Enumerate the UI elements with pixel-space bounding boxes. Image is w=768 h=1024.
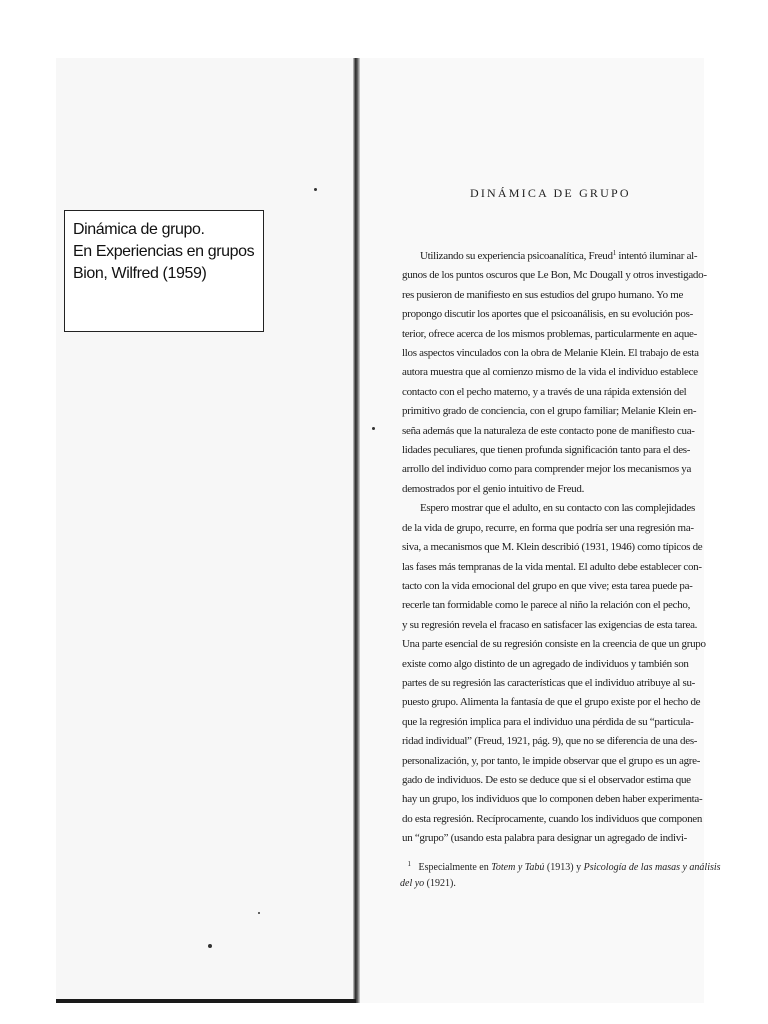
text-line: partes de su regresión las características que el individuo atribuye al su- bbox=[402, 676, 696, 689]
text-line: ridad individual” (Freud, 1921, pág. 9), que no se diferencia de una des- bbox=[402, 735, 698, 748]
text-line: que la regresión implica para el individuo una pérdida de su “particula- bbox=[402, 715, 694, 728]
text-line: un “grupo” (usando esta palabra para designar un agregado de indivi- bbox=[402, 832, 688, 845]
text-line: las fases más tempranas de la vida mental. El adulto debe establecer con- bbox=[402, 560, 702, 573]
text-line: hay un grupo, los individuos que lo componen deben haber experimenta- bbox=[402, 793, 703, 806]
text-line: gunos de los puntos oscuros que Le Bon, Mc Dougall y otros investigado- bbox=[402, 269, 707, 282]
book-spine-shadow bbox=[353, 58, 360, 1003]
text-line: gado de individuos. De esto se deduce que si el observador estima que bbox=[402, 773, 691, 786]
text-line: de la vida de grupo, recurre, en forma que podría ser una regresión ma- bbox=[402, 521, 694, 534]
text-line: recerle tan formidable como le parece al niño la relación con el pecho, bbox=[402, 599, 691, 612]
citation-box bbox=[64, 210, 264, 332]
text-line: terior, ofrece acerca de los mismos problemas, particularmente en aque- bbox=[402, 327, 697, 340]
scan-speck bbox=[258, 912, 260, 914]
footnote-marker: 1 bbox=[407, 860, 411, 868]
text-line: y su regresión revela el fracaso en satisfacer las exigencias de esta tarea. bbox=[402, 618, 698, 631]
text-line: lidades peculiares, que tienen profunda significación tanto para el des- bbox=[402, 444, 691, 457]
text-line: Utilizando su experiencia psicoanalítica, Freud$^1$ intentó iluminar al- bbox=[420, 249, 698, 262]
citation-author: Bion, Wilfred (1959) bbox=[73, 265, 207, 282]
scan-speck bbox=[314, 188, 317, 191]
text-line: do esta regresión. Recíprocamente, cuando los individuos que componen bbox=[402, 812, 703, 825]
scan-speck bbox=[372, 427, 375, 430]
footnote-line: del yo (1921). bbox=[400, 878, 456, 889]
text-line: personalización, y, por tanto, le impide observar que el grupo es un agre- bbox=[402, 754, 701, 767]
text-line: demostrados por el genio intuitivo de Freud. bbox=[402, 482, 585, 495]
citation-source: En Experiencias en grupos bbox=[73, 243, 255, 260]
text-line: res pusieron de manifiesto en sus estudios del grupo humano. Yo me bbox=[402, 288, 684, 301]
scan-speck bbox=[208, 944, 212, 948]
text-line: autora muestra que al comienzo mismo de la vida el individuo establece bbox=[402, 366, 698, 379]
text-line: llos aspectos vinculados con la obra de Melanie Klein. El trabajo de esta bbox=[402, 347, 699, 360]
text-line: seña además que la naturaleza de este contacto pone de manifiesto cua- bbox=[402, 424, 695, 437]
text-line: tacto con la vida emocional del grupo en que vive; esta tarea puede pa- bbox=[402, 579, 693, 592]
footnote-reference: 1 bbox=[612, 249, 616, 257]
text-line: contacto con el pecho materno, y a través de una rápida extensión del bbox=[402, 385, 687, 398]
text-line: arrollo del individuo como para comprender mejor los mecanismos ya bbox=[402, 463, 692, 476]
footnote bbox=[400, 856, 721, 892]
bottom-edge-rule bbox=[56, 999, 356, 1003]
text-line: siva, a mecanismos que M. Klein describió (1931, 1946) como típicos de bbox=[402, 541, 703, 554]
text-line: Espero mostrar que el adulto, en su contacto con las complejidades bbox=[420, 502, 695, 515]
text-line: Una parte esencial de su regresión consiste en la creencia de que un grupo bbox=[402, 638, 706, 651]
citation-title: Dinámica de grupo. bbox=[73, 221, 205, 238]
text-line: propongo discutir los aportes que el psicoanálisis, en su evolución pos- bbox=[402, 308, 693, 321]
scan-left-page bbox=[56, 58, 356, 1003]
footnote-line: $^1$ Especialmente en Totem y Tabú (1913) y Psicología de las masas y análisis bbox=[407, 860, 721, 873]
page-heading: DINÁMICA DE GRUPO bbox=[470, 186, 631, 200]
body-text bbox=[402, 244, 707, 849]
text-line: puesto grupo. Alimenta la fantasía de que el grupo existe por el hecho de bbox=[402, 696, 701, 709]
text-line: primitivo grado de conciencia, con el grupo familiar; Melanie Klein en- bbox=[402, 405, 697, 418]
text-line: existe como algo distinto de un agregado de individuos y también son bbox=[402, 657, 689, 670]
